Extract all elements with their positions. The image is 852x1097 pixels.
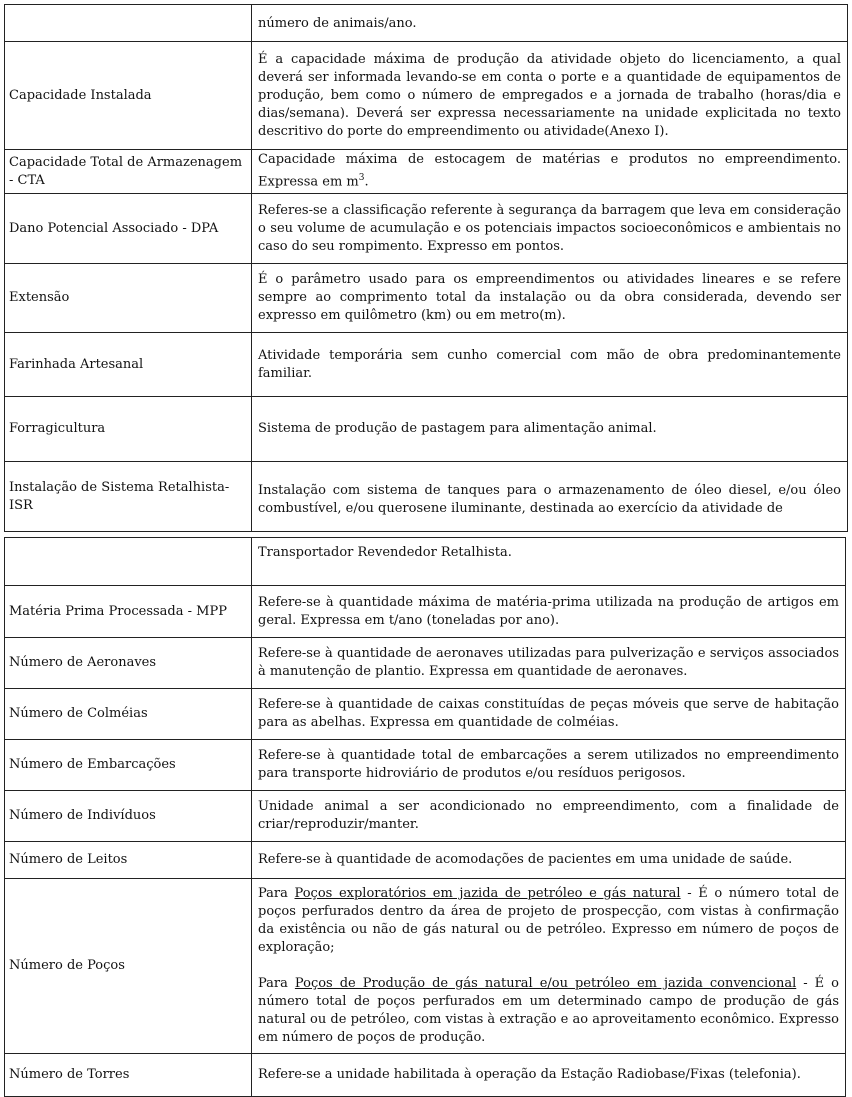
paragraph-text: - É o número total de poços perfurados em um determinado campo de produção de gás natural ou de petróleo, com vistas à extração e ao aproveitamento econômico. Expresso em número de poços de produção. — [258, 976, 840, 1045]
table-row — [5, 150, 848, 194]
term-cell: Matéria Prima Processada - MPP — [5, 586, 252, 638]
table-row — [5, 538, 846, 586]
definition-cell — [252, 879, 846, 1054]
definition-cell: Unidade animal a ser acondicionado no empreendimento, com a finalidade de criar/reproduzir/manter. — [252, 791, 846, 842]
term-cell: Capacidade Total de Armazenagem - CTA — [5, 150, 252, 194]
definition-cell: Refere-se à quantidade de caixas constituídas de peças móveis que serve de habitação para as abelhas. Expressa em quantidade de colméias. — [252, 689, 846, 740]
table-row — [5, 689, 846, 740]
term-cell: Dano Potencial Associado - DPA — [5, 194, 252, 264]
table-row — [5, 879, 846, 1054]
term-cell: Número de Indivíduos — [5, 791, 252, 842]
definition-cell: É a capacidade máxima de produção da atividade objeto do licenciamento, a qual deverá ser informada levando-se em conta o porte e a quantidade de equipamentos de produção, bem como o número de empregados e a jornada de trabalho (horas/dia e dias/semana). Deverá ser expressa necessariamente na unidade explicitada no texto descritivo do porte do empreendimento ou atividade(Anexo I). — [252, 42, 848, 150]
definition-cell: número de animais/ano. — [252, 5, 848, 42]
definition-cell: Refere-se à quantidade de acomodações de pacientes em uma unidade de saúde. — [252, 842, 846, 879]
term-cell: Número de Poços — [5, 879, 252, 1054]
definition-cell: Refere-se a unidade habilitada à operação da Estação Radiobase/Fixas (telefonia). — [252, 1054, 846, 1097]
definition-cell: Refere-se à quantidade total de embarcações a serem utilizados no empreendimento para transporte hidroviário de produtos e/ou resíduos perigosos. — [252, 740, 846, 791]
term-cell: Número de Colméias — [5, 689, 252, 740]
term-cell — [5, 5, 252, 42]
table-row — [5, 5, 848, 42]
table-row — [5, 586, 846, 638]
paragraph-exploratory — [258, 885, 839, 957]
definition-text: Capacidade máxima de estocagem de matérias e produtos no empreendimento. Expressa em m — [258, 152, 841, 190]
definition-cell: Sistema de produção de pastagem para alimentação animal. — [252, 397, 848, 462]
definitions-table-lower — [4, 537, 846, 1097]
paragraph-production — [258, 975, 839, 1047]
definition-cell: Atividade temporária sem cunho comercial com mão de obra predominantemente familiar. — [252, 333, 848, 397]
definition-cell: Transportador Revendedor Retalhista. — [252, 538, 846, 586]
definition-cell — [252, 462, 848, 532]
table-row — [5, 333, 848, 397]
table-row — [5, 1054, 846, 1097]
table-row — [5, 264, 848, 333]
table-row — [5, 42, 848, 150]
term-cell: Número de Aeronaves — [5, 638, 252, 689]
term-cell: Instalação de Sistema Retalhista-ISR — [5, 462, 252, 532]
definition-cell: Refere-se à quantidade de aeronaves utilizadas para pulverização e serviços associados à manutenção de plantio. Expressa em quantidade de aeronaves. — [252, 638, 846, 689]
definition-cell: Refere-se à quantidade máxima de matéria-prima utilizada na produção de artigos em geral. Expressa em t/ano (toneladas por ano). — [252, 586, 846, 638]
paragraph-text: - É o número total de poços perfurados dentro da área de projeto de prospecção, com vistas à confirmação da existência ou não de gás natural ou de petróleo. Expresso em número de poços de exploração; — [258, 886, 839, 955]
term-cell: Capacidade Instalada — [5, 42, 252, 150]
term-cell: Farinhada Artesanal — [5, 333, 252, 397]
definition-cell: Referes-se a classificação referente à segurança da barragem que leva em consideração o seu volume de acumulação e os potenciais impactos socioeconômicos e ambientais no caso do seu rompimento. Expresso em pontos. — [252, 194, 848, 264]
paragraph-prefix: Para — [258, 886, 295, 901]
term-cell: Número de Embarcações — [5, 740, 252, 791]
superscript-three: 3 — [358, 173, 365, 184]
definition-end: . — [364, 174, 369, 190]
definitions-table-upper — [4, 4, 848, 532]
paragraph-prefix: Para — [258, 976, 295, 991]
table-row — [5, 194, 848, 264]
term-cell: Extensão — [5, 264, 252, 333]
table-row — [5, 842, 846, 879]
term-cell: Número de Torres — [5, 1054, 252, 1097]
definition-text: Instalação com sistema de tanques para o armazenamento de óleo diesel, e/ou óleo combustível, e/ou querosene iluminante, destinada ao exercício da atividade de — [258, 483, 841, 516]
table-row — [5, 740, 846, 791]
paragraph-gap — [258, 957, 839, 975]
underlined-heading: Poços de Produção de gás natural e/ou petróleo em jazida convencional — [294, 976, 797, 991]
definition-cell: É o parâmetro usado para os empreendimentos ou atividades lineares e se refere sempre ao comprimento total da instalação ou da obra considerada, devendo ser expresso em quilômetro (km) ou em metro(m). — [252, 264, 848, 333]
term-cell: Forragicultura — [5, 397, 252, 462]
definition-cell — [252, 150, 848, 194]
table-row — [5, 397, 848, 462]
term-cell — [5, 538, 252, 586]
table-row — [5, 462, 848, 532]
table-row — [5, 791, 846, 842]
table-row — [5, 638, 846, 689]
term-cell: Número de Leitos — [5, 842, 252, 879]
underlined-heading: Poços exploratórios em jazida de petróleo e gás natural — [294, 886, 681, 901]
